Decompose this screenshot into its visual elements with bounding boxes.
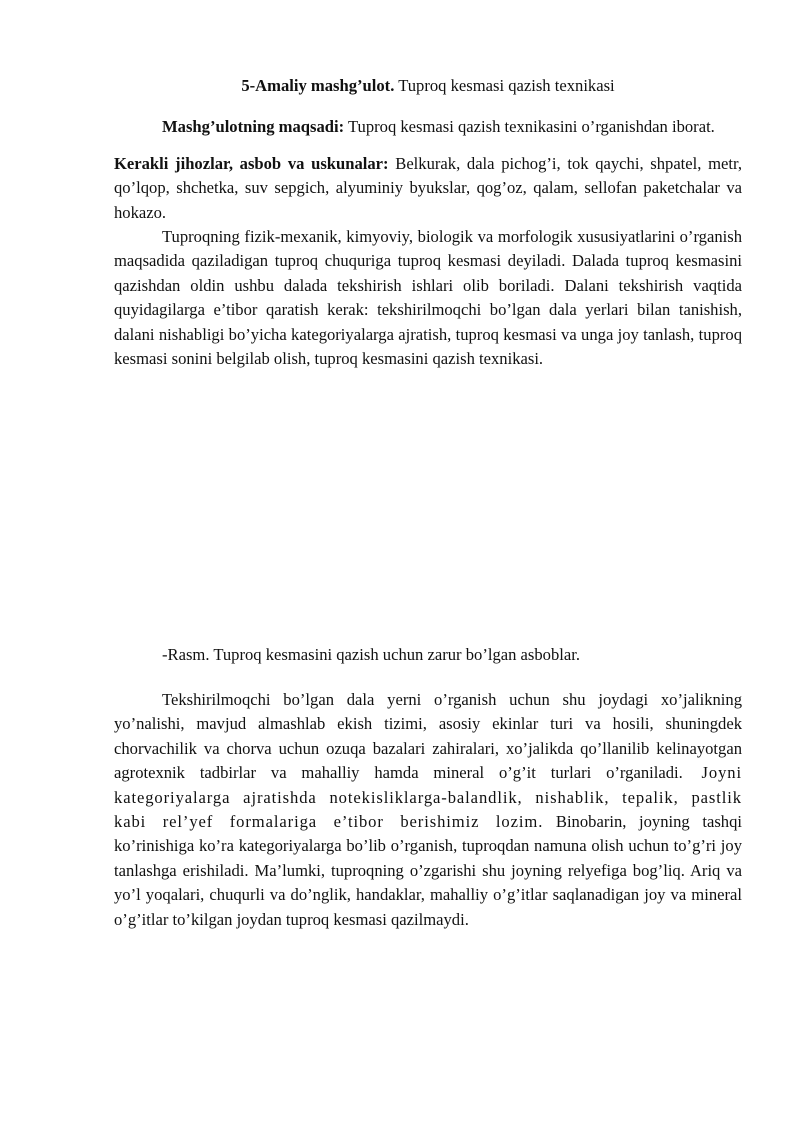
equipment-label: Kerakli jihozlar, asbob va uskunalar: xyxy=(114,153,389,173)
goal-paragraph xyxy=(114,115,742,139)
document-page xyxy=(114,74,742,932)
equipment-paragraph xyxy=(114,152,742,225)
goal-text: Tuproq kesmasi qazish texnikasini o’rganishdan iborat. xyxy=(344,117,715,137)
title-bold: 5-Amaliy mashg’ulot. xyxy=(241,76,395,95)
intro-paragraph: Tuproqning fizik-mexanik, kimyoviy, biologik va morfologik xususiyatlarini o’rganish maqsadida qaziladigan tuproq chuquriga tuproq kesmasi deyiladi. Dalada tuproq kesmasini qazishdan oldin ushbu dalada tekshirish ishlari olib boriladi. Dalani tekshirish vaqtida quyidagilarga e’tibor qaratish kerak: tekshirilmoqchi bo’lgan dala yerlari bilan tanishish, dalani nishabligi bo’yicha kategoriyalarga ajratish, tuproq kesmasi va unga joy tanlash, tuproq kesmasi sonini belgilab olish, tuproq kesmasini qazish texnikasi. xyxy=(114,227,742,369)
goal-label: Mashg’ulotning maqsadi: xyxy=(162,117,345,137)
survey-paragraph xyxy=(114,688,742,932)
survey-part-2: Joyni kategoriyalarga ajratishda notekisliklarga-balandlik, nishablik, tepalik, pastlik kabi rel’yef formalariga e’tibor berishimiz lozim. xyxy=(114,763,742,831)
page-title xyxy=(114,74,742,98)
equipment-text: Belkurak, dala pichog’i, tok qaychi, shpatel, metr, qo’lqop, shchetka, suv sepgich, alyuminiy byukslar, qog’oz, qalam, sellofan paketchalar va hokazo. xyxy=(114,153,742,222)
survey-part-1: Tekshirilmoqchi bo’lgan dala yerni o’rganish uchun shu joydagi xo’jalikning yo’nalishi, mavjud almashlab ekish tizimi, asosiy ekinlar turi va hosili, shuningdek chorvachilik va chorva uchun ozuqa bazalari zahiralari, xo’jalikda qo’llanilib kelinayotgan agrotexnik tadbirlar va mahalliy hamda mineral o’g’it turlari o’rganiladi. xyxy=(114,689,742,783)
figure-placeholder xyxy=(114,371,742,633)
survey-part-3: Binobarin, joyning tashqi ko’rinishiga ko’ra kategoriyalarga bo’lib o’rganish, tuproqdan namuna olish uchun to’g’ri joy tanlashga erishiladi. Ma’lumki, tuproqning o’zgarishi shu joyning relyefiga bog’liq. Ariq va yo’l yoqalari, chuqurli va do’nglik, handaklar, mahalliy o’g’itlar saqlanadigan joy va mineral o’g’itlar to’kilgan joydan tuproq kesmasi qazilmaydi. xyxy=(114,811,742,929)
figure-caption: -Rasm. Tuproq kesmasini qazish uchun zarur bo’lgan asboblar. xyxy=(162,645,581,665)
title-rest: Tuproq kesmasi qazish texnikasi xyxy=(394,76,615,95)
